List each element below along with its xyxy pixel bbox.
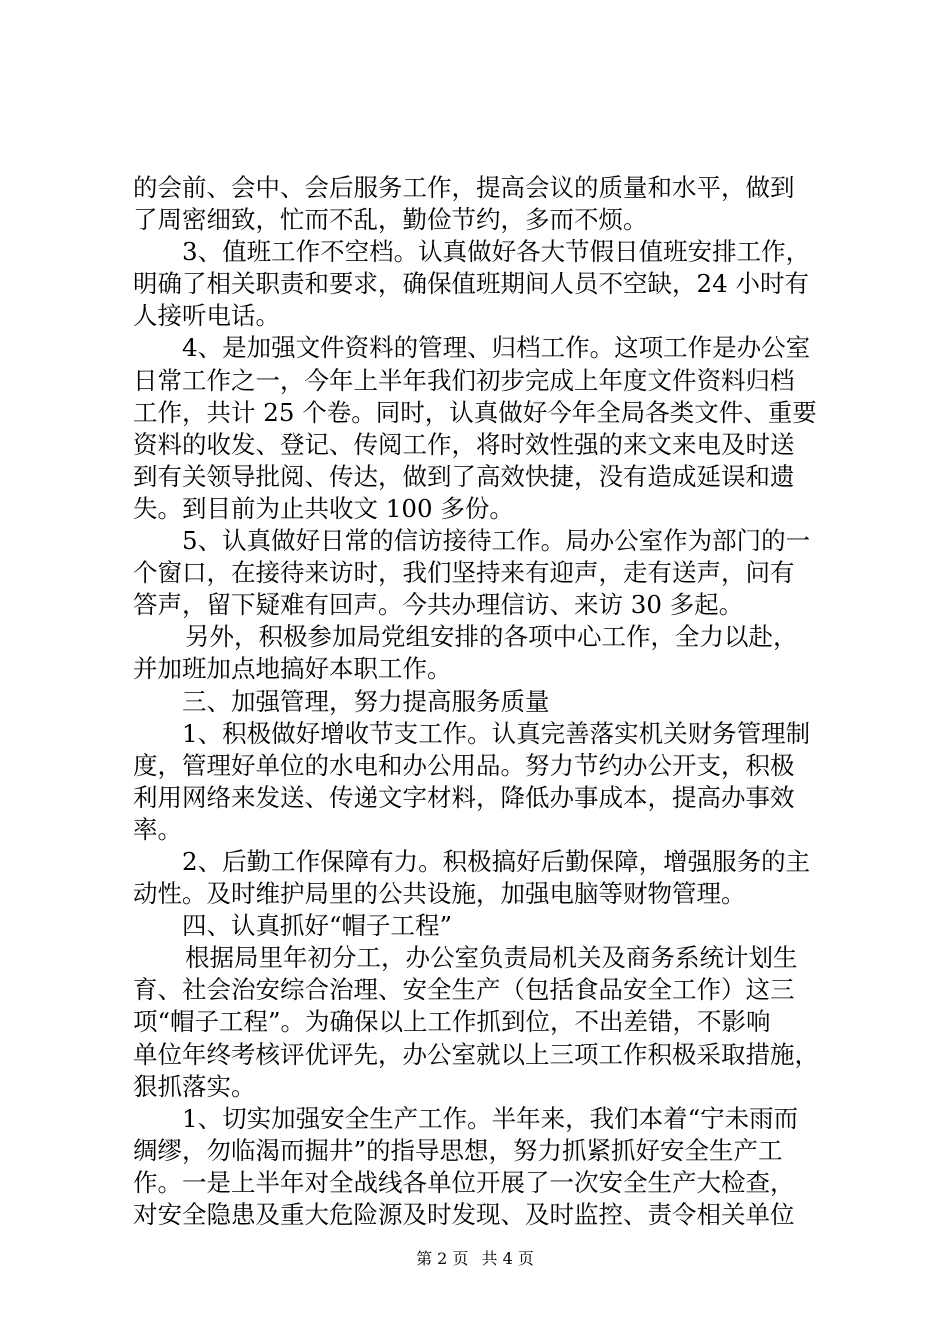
text-line: 的会前、会中、会后服务工作，提高会议的质量和水平，做到 [133,173,795,202]
text-line: 资料的收发、登记、传阅工作，将时效性强的来文来电及时送 [133,429,795,459]
section-heading: 四、认真抓好“帽子工程” [182,911,453,941]
text-line: 答声，留下疑难有回声。今共办理信访、来访 30 多起。 [133,590,744,620]
text-line: 率。 [133,814,182,844]
text-line: 人接听电话。 [133,301,280,331]
page-number: 第 2 页 [416,1249,469,1268]
text-line: 工作，共计 25 个卷。同时，认真做好今年全局各类文件、重要 [133,397,817,427]
text-line: 育、社会治安综合治理、安全生产（包括食品安全工作）这三 [133,975,795,1005]
text-line: 1、积极做好增收节支工作。认真完善落实机关财务管理制 [182,718,811,748]
text-line: 作。一是上半年对全战线各单位开展了一次安全生产大检查， [133,1167,795,1197]
page-footer [0,1246,950,1269]
text-line: 了周密细致，忙而不乱，勤俭节约，多而不烦。 [133,205,648,235]
text-line: 对安全隐患及重大危险源及时发现、及时监控、责令相关单位 [133,1200,795,1229]
text-line: 1、切实加强安全生产工作。半年来，我们本着“宁未雨而 [182,1103,799,1133]
text-line: 4、是加强文件资料的管理、归档工作。这项工作是办公室 [182,333,811,363]
text-line: 绸缪，勿临渴而掘井”的指导思想，努力抓紧抓好安全生产工 [133,1135,783,1165]
text-line: 日常工作之一，今年上半年我们初步完成上年度文件资料归档 [133,365,795,395]
text-line: 并加班加点地搞好本职工作。 [133,654,452,684]
text-line: 个窗口，在接待来访时，我们坚持来有迎声，走有送声，问有 [133,558,795,588]
page-total: 共 4 页 [481,1249,534,1268]
text-line: 利用网络来发送、传递文字材料，降低办事成本，提高办事效 [133,782,795,812]
text-line: 动性。及时维护局里的公共设施，加强电脑等财物管理。 [133,879,746,909]
text-line: 根据局里年初分工，办公室负责局机关及商务系统计划生 [185,943,798,973]
text-line: 失。到目前为止共收文 100 多份。 [133,493,514,523]
body-text [133,172,833,1231]
text-line: 项“帽子工程”。为确保以上工作抓到位，不出差错，不影响 [133,1007,771,1037]
text-line: 明确了相关职责和要求，确保值班期间人员不空缺，24 小时有 [133,269,809,299]
text-line: 度，管理好单位的水电和办公用品。努力节约办公开支，积极 [133,750,795,780]
text-line: 2、后勤工作保障有力。积极搞好后勤保障，增强服务的主 [182,846,811,876]
text-line: 另外，积极参加局党组安排的各项中心工作，全力以赴， [185,622,798,652]
text-line: 狠抓落实。 [133,1071,256,1101]
text-line: 3、值班工作不空档。认真做好各大节假日值班安排工作， [182,237,811,267]
text-line: 到有关领导批阅、传达，做到了高效快捷，没有造成延误和遗 [133,461,795,491]
text-line: 单位年终考核评优评先，办公室就以上三项工作积极采取措施， [133,1039,819,1069]
section-heading: 三、加强管理，努力提高服务质量 [182,686,550,716]
text-line: 5、认真做好日常的信访接待工作。局办公室作为部门的一 [182,526,811,556]
